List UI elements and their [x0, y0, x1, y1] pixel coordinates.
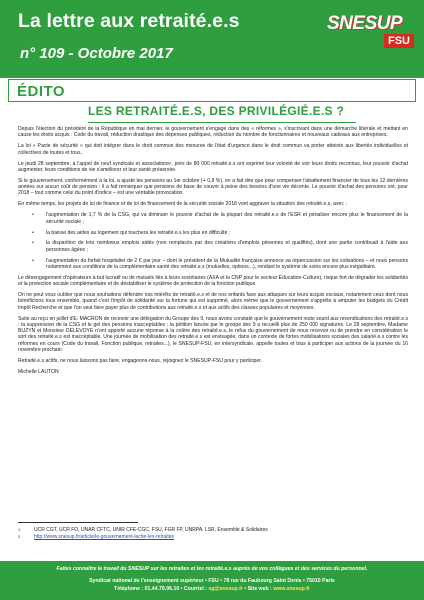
bullet-list [18, 212, 408, 270]
footnote-divider [18, 522, 138, 523]
issue-number: n° 109 - Octobre 2017 [20, 45, 173, 62]
title-underline [88, 122, 356, 123]
article-body [18, 126, 408, 512]
list-item: • l'augmentation du forfait hospitalier de 2 € par jour – dont le président de la Mutualité française annonce sa répercussion sur les cotisations – et nous pensons notamment aux conditions de la complémentaire santé des retraité.e.s (mutuelles, options...), rendant le système de soins encore plus inégalitaire. [18, 258, 408, 271]
paragraph: La loi « Pacte de sécurité » qui doit intégrer dans le droit commun des mesures de l'état d'urgence dans le droit commun va porter atteinte aux libertés individuelles et collectives de toutes et tous. [18, 143, 408, 156]
paragraph: On ne peut vous oublier que nous souhaitons défendre nos intérêts de retraité.e.s et de nos enfants face aux attaques sur leurs acquis sociaux, notamment ceux dont nous bénéficions tous ensemble, quand c'est l'impôt de solidarité sur la fortune qui est supprimé, alors même que le gouvernement s'apprête à amputer les budgets du Crédit Impôt Recherche et que l'on veut faire payer plus de contributions aux retraité.e.s et aux actifs des classes populaires et moyennes. [18, 292, 408, 311]
footnote-link[interactable]: http://www.snesup.fr/article/le-gouvernement-lache-les-retraites [34, 534, 175, 540]
footer-phone: Téléphone : 01.44.79.96.10 • Courriel : [114, 586, 209, 592]
article-title: LES RETRAITÉ.E.S, DES PRIVILÉGIÉ.E.S ? [88, 104, 345, 118]
paragraph: Retraité.e.s actifs, ne nous laissons pas faire, engageons-nous, rejoignez le SNESUP-FSU pour y participer. [18, 357, 263, 364]
header-banner [0, 0, 424, 78]
footnote-number: 2 [18, 534, 21, 539]
paragraph: Le jeudi 28 septembre, à l'appel de neuf syndicats et associations¹, près de 80 000 retraité.e.s ont exprimé leur volonté de voir leurs droits reconnus, leur pouvoir d'achat augmenter, leurs conditions de vie s'améliorer et leur santé préservée. [18, 160, 408, 173]
paragraph: Depuis l'élection du président de la République en mai dernier, le gouvernement s'engage dans des « réformes », s'inscrivant dans une démarche libérale et mettant en cause les droits acquis : Code du travail, réduction drastique des dépenses publiques, réduction du nombre de fonctionnaires et nouveaux cadeaux aux entreprises. [18, 126, 408, 139]
paragraph: En même temps, les projets de loi de finance et de loi de financement de la sécurité sociale 2018 vont aggraver la situation des retraité.e.s, avec : [18, 201, 347, 208]
footnote-number: 1 [18, 527, 21, 532]
footnotes [18, 527, 398, 541]
footer-email-link[interactable]: sg@snesup.fr [208, 586, 243, 592]
footer-site-label: • Site web : [242, 586, 274, 592]
list-item: • la baisse des aides au logement qui touchera les retraité.e.s les plus en difficulté ; [18, 230, 408, 236]
footer-banner [0, 561, 424, 600]
paragraph: Suite au reçu en juillet d'E. MACRON de recevoir une délégation du Groupe des 9, nous avons constaté que le gouvernement reste sourd aux revendications des retraité.e.s : la suppression de la CSG et le gel des pensions inacceptables ; la pétition lancée par le groupe des 9 a recueilli plus de 250 000 signatures. Le 28 septembre, Madame BUZYN et Monsieur DELEVOYE n'ont apporté aucune réponse à la colère des retraité.e.s, le refus du gouvernement de nous recevoir ou de prendre en considération le sort des retraité.e.s est inacceptable. Une journée de mobilisation des retraité.e.s est envisagée, dans un contexte de fortes mobilisations sociales des salarié.e.s contre les réformes en cours (Code du travail, Fonction publique, retraites...), le SNESUP-FSU, en intersyndicale, appelle toutes et tous à participer aux actions de la journée du 16 novembre prochain. [18, 315, 408, 353]
edito-label: ÉDITO [17, 83, 66, 100]
paragraph: Si le gouvernement, conformément à la loi, a ajusté les pensions au 1er octobre (+ 0,8 %), en a fait dire que pour compenser l'abattement financier de tous les 12 dernières années sur aucun coût de pension ; il a fait remarquer que pensions de base de couvrir à peine des besoins d'une vie décente. Le pouvoir d'achat des pensions ont, pour 2018 – tout comme celui du point d'indice – est une véritable provocation. [18, 177, 408, 197]
newsletter-title: La lettre aux retraité.e.s [18, 10, 240, 32]
list-item: • l'augmentation de 1,7 % de la CSG, qui va diminuer le pouvoir d'achat de la plupart des retraité.e.s de l'ESR et pénaliser encore plus le financement de la sécurité sociale ; [18, 212, 408, 225]
footnote-2 [18, 534, 398, 541]
logo-fsu-badge: FSU [384, 34, 414, 48]
footer-website-link[interactable]: www.snesup.fr [273, 586, 310, 592]
logo-snesup-text: SNESUP [327, 13, 403, 34]
footer-tagline: Faites connaître le travail du SNESUP sur les retraites et les retraité.e.s auprès de vos collègues et des services du personnel. [56, 566, 368, 572]
footer-address: Syndicat national de l'enseignement supérieur • FSU • 78 rue du Faubourg Saint Denis • 75010 Paris [89, 578, 335, 584]
paragraph: Le désengagement d'opérateurs à but lucratif ou de mutuels liés à leurs sociétaires (AXA et la CNP pour le secteur Éducation-Culture), risque fort de dégrader les solidarités et la protection sociale complémentaire et de déstabiliser le système de protection de la fonction publique. [18, 274, 408, 288]
footer-contact [0, 586, 424, 592]
footnote-text: UCR CGT, UCR FO, UNAR CFTC, UNIR CFE-CGC, FSU, FGR FP, UNRPA, LSR, Ensemble & Solidaires [34, 527, 268, 533]
edito-section-bar [8, 79, 416, 102]
snesup-fsu-logo [327, 13, 413, 53]
footnote-1 [18, 527, 398, 534]
signature: Michelle LAUTON [18, 369, 59, 375]
list-item: • la disparition de très nombreux emplois aidés (non remplacés par des créations d'emplois pérennes et qualifiés), dont une partie contribuait à l'aide aux personnes âgées ; [18, 240, 408, 253]
